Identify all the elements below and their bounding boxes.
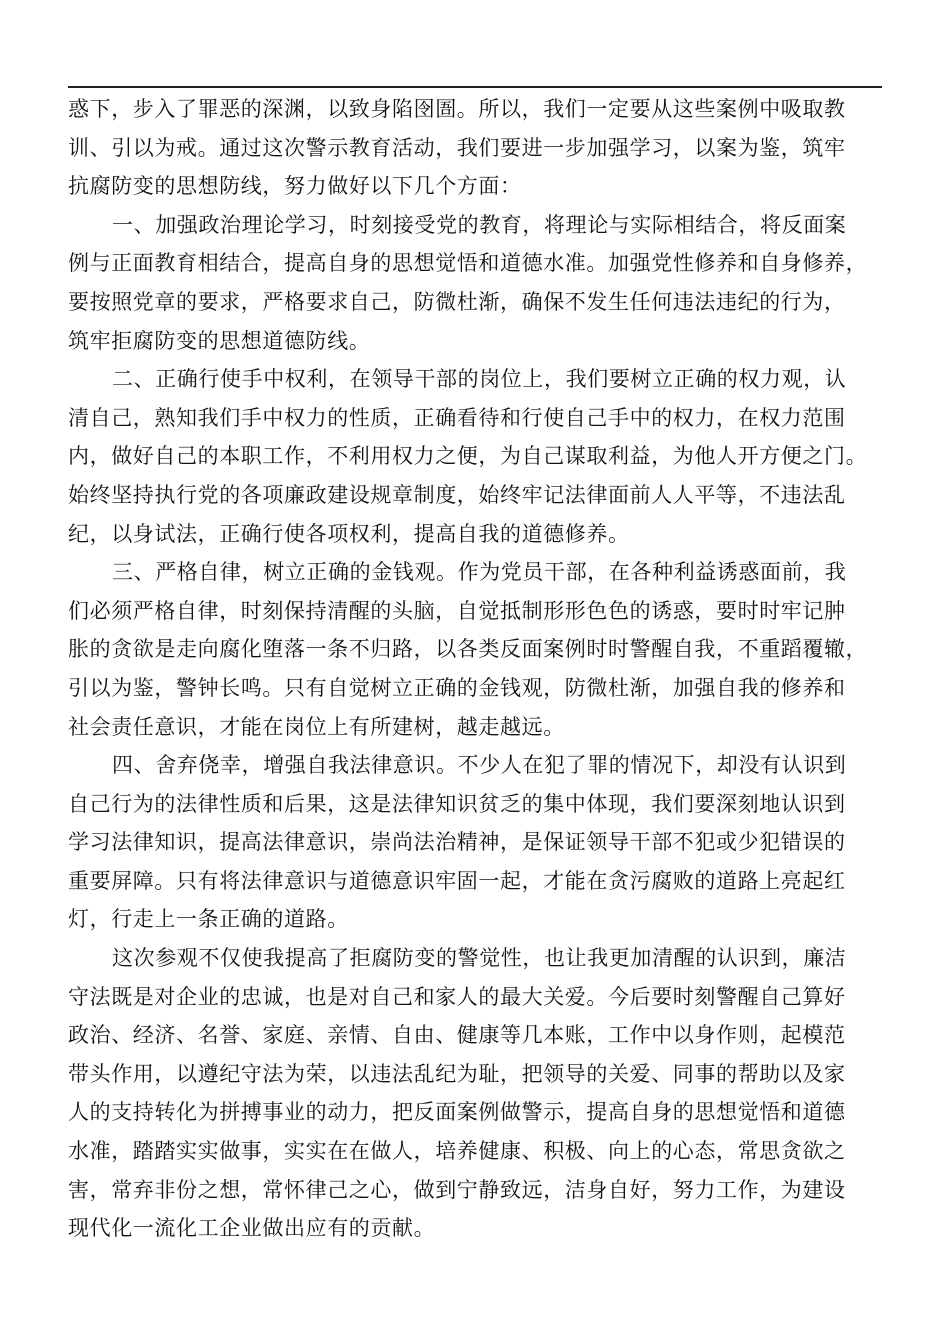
- text-line: 内，做好自己的本职工作，不利用权力之便，为自己谋取利益，为他人开方便之门。: [68, 444, 868, 469]
- text-line: 抗腐防变的思想防线，努力做好以下几个方面：: [68, 174, 522, 199]
- text-line: 们必须严格自律，时刻保持清醒的头脑，自觉抵制形形色色的诱惑，要时时牢记肿: [68, 598, 846, 623]
- text-line: 学习法律知识，提高法律意识，崇尚法治精神，是保证领导干部不犯或少犯错误的: [68, 830, 846, 855]
- header-rule: [68, 86, 882, 88]
- paragraph-point-four: [68, 746, 892, 939]
- text-line: 水准，踏踏实实做事，实实在在做人，培养健康、积极、向上的心态，常思贪欲之: [68, 1139, 846, 1164]
- text-line: 惑下，步入了罪恶的深渊，以致身陷囹圄。所以，我们一定要从这些案例中吸取教: [68, 97, 846, 121]
- text-line: 胀的贪欲是走向腐化堕落一条不归路，以各类反面案例时时警醒自我，不重蹈覆辙，: [68, 637, 868, 662]
- text-line: 人的支持转化为拼搏事业的动力，把反面案例做警示，提高自身的思想觉悟和道德: [68, 1100, 846, 1125]
- text-line: 社会责任意识，才能在岗位上有所建树，越走越远。: [68, 714, 565, 739]
- text-line: 害，常弃非份之想，常怀律己之心，做到宁静致远，洁身自好，努力工作，为建设: [68, 1177, 846, 1202]
- text-line: 引以为鉴，警钟长鸣。只有自觉树立正确的金钱观，防微杜渐，加强自我的修养和: [68, 675, 846, 700]
- text-line: 清自己，熟知我们手中权力的性质，正确看待和行使自己手中的权力，在权力范围: [68, 405, 846, 430]
- text-line: 带头作用，以遵纪守法为荣，以违法乱纪为耻，把领导的关爱、同事的帮助以及家: [68, 1061, 846, 1086]
- text-line: 二、正确行使手中权利，在领导干部的岗位上，我们要树立正确的权力观，认: [112, 367, 847, 392]
- text-line: 自己行为的法律性质和后果，这是法律知识贫乏的集中体现，我们要深刻地认识到: [68, 791, 846, 816]
- text-line: 守法既是对企业的忠诚，也是对自己和家人的最大关爱。今后要时刻警醒自己算好: [68, 984, 846, 1009]
- text-line: 政治、经济、名誉、家庭、亲情、自由、健康等几本账，工作中以身作则，起模范: [68, 1023, 846, 1048]
- text-line: 灯，行走上一条正确的道路。: [68, 907, 349, 932]
- text-line: 现代化一流化工企业做出应有的贡献。: [68, 1216, 436, 1241]
- paragraph-point-three: [68, 553, 892, 746]
- text-line: 四、舍弃侥幸，增强自我法律意识。不少人在犯了罪的情况下，却没有认识到: [112, 753, 847, 778]
- text-line: 要按照党章的要求，严格要求自己，防微杜渐，确保不发生任何违法违纪的行为，: [68, 289, 846, 314]
- paragraph-continuation: [68, 90, 892, 206]
- document-body: [68, 90, 892, 1248]
- paragraph-conclusion: [68, 939, 892, 1248]
- text-line: 三、严格自律，树立正确的金钱观。作为党员干部，在各种利益诱惑面前，我: [112, 560, 847, 585]
- text-line: 筑牢拒腐防变的思想道德防线。: [68, 328, 371, 353]
- paragraph-point-two: [68, 360, 892, 553]
- text-line: 始终坚持执行党的各项廉政建设规章制度，始终牢记法律面前人人平等，不违法乱: [68, 482, 846, 507]
- text-line: 这次参观不仅使我提高了拒腐防变的警觉性，也让我更加清醒的认识到，廉洁: [112, 946, 847, 971]
- text-line: 一、加强政治理论学习，时刻接受党的教育，将理论与实际相结合，将反面案: [112, 212, 847, 237]
- text-line: 训、引以为戒。通过这次警示教育活动，我们要进一步加强学习，以案为鉴，筑牢: [68, 135, 846, 160]
- text-line: 例与正面教育相结合，提高自身的思想觉悟和道德水准。加强党性修养和自身修养，: [68, 251, 868, 276]
- text-line: 纪，以身试法，正确行使各项权利，提高自我的道德修养。: [68, 521, 630, 546]
- paragraph-point-one: [68, 206, 892, 360]
- text-line: 重要屏障。只有将法律意识与道德意识牢固一起，才能在贪污腐败的道路上亮起红: [68, 868, 846, 893]
